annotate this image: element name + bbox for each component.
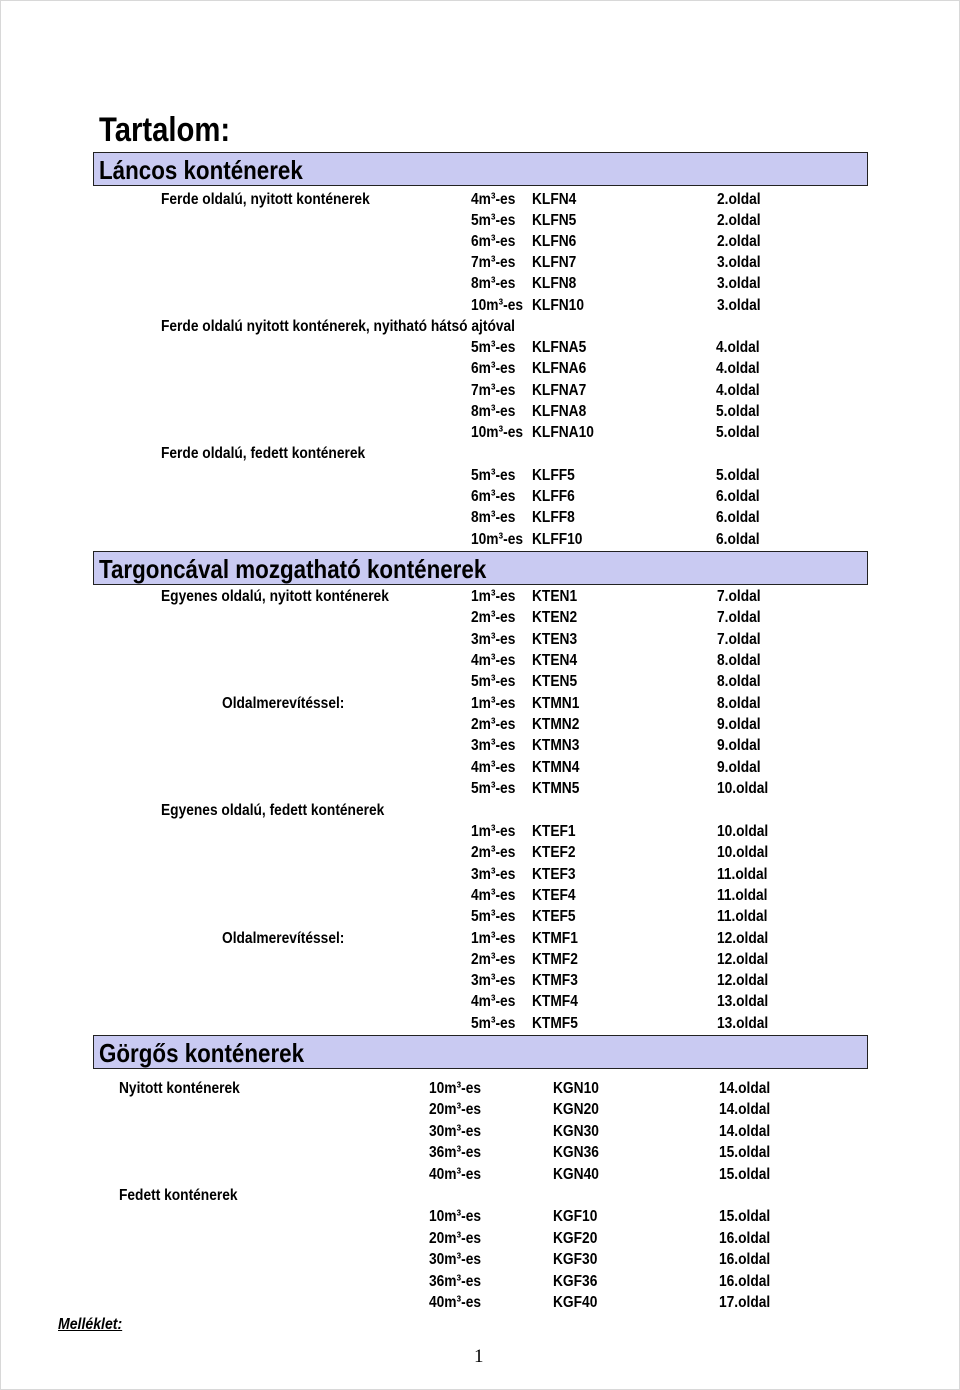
- toc-row-code: KGF40: [553, 1294, 598, 1311]
- toc-row-page: 8.oldal: [717, 652, 761, 669]
- toc-row-volume: 6m³-es: [471, 233, 516, 250]
- toc-row-code: KTMN2: [532, 716, 580, 733]
- toc-row-page: 17.oldal: [719, 1294, 771, 1311]
- toc-row: [0, 970, 960, 991]
- toc-row-label: Ferde oldalú nyitott konténerek, nyitható hátsó ajtóval: [161, 318, 515, 335]
- toc-row-page: 5.oldal: [716, 424, 760, 441]
- toc-row-code: KTMF4: [532, 993, 578, 1010]
- toc-row-code: KGF20: [553, 1230, 598, 1247]
- toc-row-volume: 5m³-es: [471, 780, 516, 797]
- toc-row-volume: 4m³-es: [471, 759, 516, 776]
- toc-row: [0, 380, 960, 401]
- toc-row-label: Ferde oldalú, fedett konténerek: [161, 445, 366, 462]
- toc-row-page: 4.oldal: [716, 360, 760, 377]
- toc-row-code: KTMN5: [532, 780, 580, 797]
- toc-row-code: KTMF1: [532, 930, 578, 947]
- toc-row-code: KLFF8: [532, 509, 575, 526]
- toc-row-volume: 36m³-es: [429, 1144, 482, 1161]
- toc-row: [0, 1078, 960, 1099]
- toc-row-volume: 5m³-es: [471, 212, 516, 229]
- toc-row-code: KGF30: [553, 1251, 598, 1268]
- toc-row-page: 9.oldal: [717, 716, 761, 733]
- toc-row: [0, 358, 960, 379]
- toc-row-volume: 1m³-es: [471, 823, 516, 840]
- toc-row: [0, 949, 960, 970]
- toc-row-volume: 10m³-es: [471, 424, 524, 441]
- toc-row-label: Nyitott konténerek: [119, 1080, 240, 1097]
- toc-row-volume: 8m³-es: [471, 509, 516, 526]
- section-header-targoncaval: [93, 551, 868, 585]
- toc-row-code: KTEN2: [532, 609, 578, 626]
- toc-row-code: KTEF1: [532, 823, 576, 840]
- toc-row-volume: 36m³-es: [429, 1273, 482, 1290]
- toc-row: [0, 1164, 960, 1185]
- toc-row: [0, 800, 960, 821]
- toc-row-code: KTEF4: [532, 887, 576, 904]
- toc-row-page: 7.oldal: [717, 631, 761, 648]
- toc-row-page: 4.oldal: [716, 382, 760, 399]
- toc-row-page: 2.oldal: [717, 212, 761, 229]
- toc-row-volume: 5m³-es: [471, 339, 516, 356]
- toc-row: [0, 586, 960, 607]
- toc-row: [0, 735, 960, 756]
- toc-row-label: Oldalmerevítéssel:: [222, 695, 345, 712]
- toc-row-page: 3.oldal: [717, 254, 761, 271]
- toc-row-volume: 6m³-es: [471, 360, 516, 377]
- toc-row: [0, 507, 960, 528]
- toc-row-volume: 7m³-es: [471, 254, 516, 271]
- toc-row-code: KLFN5: [532, 212, 577, 229]
- toc-row-code: KLFF5: [532, 467, 575, 484]
- toc-row-volume: 4m³-es: [471, 993, 516, 1010]
- toc-row: [0, 1121, 960, 1142]
- toc-row-page: 11.oldal: [717, 866, 768, 883]
- toc-row-code: KLFN4: [532, 191, 577, 208]
- toc-row-page: 2.oldal: [717, 233, 761, 250]
- toc-row-page: 7.oldal: [717, 588, 761, 605]
- toc-row-volume: 5m³-es: [471, 467, 516, 484]
- page-title: Tartalom:: [99, 111, 231, 149]
- toc-row-code: KLFN10: [532, 297, 584, 314]
- toc-row-volume: 20m³-es: [429, 1230, 482, 1247]
- toc-row-volume: 3m³-es: [471, 866, 516, 883]
- toc-row-code: KGN40: [553, 1166, 599, 1183]
- toc-row-page: 16.oldal: [719, 1273, 771, 1290]
- toc-row-page: 10.oldal: [717, 823, 769, 840]
- toc-row-code: KTEN1: [532, 588, 578, 605]
- toc-row: [0, 885, 960, 906]
- toc-row: [0, 671, 960, 692]
- toc-row-code: KGF36: [553, 1273, 598, 1290]
- toc-row-volume: 20m³-es: [429, 1101, 482, 1118]
- toc-row-volume: 2m³-es: [471, 844, 516, 861]
- toc-row: [0, 928, 960, 949]
- toc-row: [0, 714, 960, 735]
- toc-row: [0, 693, 960, 714]
- toc-row: [0, 1249, 960, 1270]
- toc-row-volume: 10m³-es: [429, 1208, 482, 1225]
- toc-row-page: 14.oldal: [719, 1080, 771, 1097]
- toc-row-page: 15.oldal: [719, 1208, 771, 1225]
- toc-row: [0, 273, 960, 294]
- toc-row-code: KTEN3: [532, 631, 578, 648]
- toc-row-page: 5.oldal: [716, 403, 760, 420]
- toc-row-page: 12.oldal: [717, 951, 769, 968]
- toc-row: [0, 316, 960, 337]
- toc-row-code: KLFNA10: [532, 424, 594, 441]
- toc-row-page: 8.oldal: [717, 695, 761, 712]
- toc-row-code: KGN20: [553, 1101, 599, 1118]
- toc-row-code: KLFF10: [532, 531, 583, 548]
- toc-row-label: Egyenes oldalú, fedett konténerek: [161, 802, 385, 819]
- toc-row-volume: 8m³-es: [471, 275, 516, 292]
- toc-row: [0, 1185, 960, 1206]
- toc-row-volume: 3m³-es: [471, 631, 516, 648]
- toc-row-code: KTEN5: [532, 673, 578, 690]
- toc-row-page: 13.oldal: [717, 1015, 769, 1032]
- toc-row-code: KGN30: [553, 1123, 599, 1140]
- toc-row-page: 3.oldal: [717, 297, 761, 314]
- toc-row-volume: 5m³-es: [471, 673, 516, 690]
- toc-row-code: KTEN4: [532, 652, 578, 669]
- toc-row: [0, 821, 960, 842]
- toc-row: [0, 1142, 960, 1163]
- toc-row: [0, 529, 960, 550]
- toc-row-label: Egyenes oldalú, nyitott konténerek: [161, 588, 389, 605]
- toc-row-label: Fedett konténerek: [119, 1187, 238, 1204]
- toc-row-code: KTMF2: [532, 951, 578, 968]
- toc-row: [0, 1271, 960, 1292]
- toc-row-page: 16.oldal: [719, 1230, 771, 1247]
- section-title: Targoncával mozgatható konténerek: [99, 554, 487, 584]
- toc-row: [0, 252, 960, 273]
- toc-row-code: KLFN6: [532, 233, 577, 250]
- toc-row-volume: 8m³-es: [471, 403, 516, 420]
- toc-row-page: 3.oldal: [717, 275, 761, 292]
- toc-row-code: KLFN8: [532, 275, 577, 292]
- toc-row-volume: 5m³-es: [471, 908, 516, 925]
- toc-row-page: 13.oldal: [717, 993, 769, 1010]
- toc-row: [0, 1099, 960, 1120]
- toc-row: [0, 778, 960, 799]
- toc-row: [0, 991, 960, 1012]
- toc-row-page: 14.oldal: [719, 1101, 771, 1118]
- section-header-lancos: [93, 152, 868, 186]
- toc-row-page: 9.oldal: [717, 737, 761, 754]
- toc-row: [0, 465, 960, 486]
- toc-row-volume: 10m³-es: [471, 297, 524, 314]
- toc-row-code: KLFN7: [532, 254, 577, 271]
- toc-row-code: KLFNA7: [532, 382, 587, 399]
- toc-row-code: KTEF2: [532, 844, 576, 861]
- toc-row-page: 16.oldal: [719, 1251, 771, 1268]
- toc-row-code: KTEF5: [532, 908, 576, 925]
- toc-row-page: 11.oldal: [717, 908, 768, 925]
- toc-row: [0, 401, 960, 422]
- toc-row-code: KLFF6: [532, 488, 575, 505]
- toc-row-page: 6.oldal: [716, 509, 760, 526]
- toc-row: [0, 486, 960, 507]
- toc-row-volume: 6m³-es: [471, 488, 516, 505]
- toc-row: [0, 1206, 960, 1227]
- toc-row-page: 11.oldal: [717, 887, 768, 904]
- attachment-label: Melléklet:: [58, 1316, 123, 1333]
- toc-row-code: KTMN4: [532, 759, 580, 776]
- toc-row-page: 10.oldal: [717, 844, 769, 861]
- toc-row-page: 14.oldal: [719, 1123, 771, 1140]
- toc-row-volume: 30m³-es: [429, 1251, 482, 1268]
- toc-row: [0, 757, 960, 778]
- toc-row-code: KGN36: [553, 1144, 599, 1161]
- toc-row-code: KTMF3: [532, 972, 578, 989]
- toc-row: [0, 189, 960, 210]
- toc-row: [0, 422, 960, 443]
- toc-row-page: 15.oldal: [719, 1144, 771, 1161]
- toc-row-page: 5.oldal: [716, 467, 760, 484]
- toc-row-page: 7.oldal: [717, 609, 761, 626]
- toc-row-code: KLFNA6: [532, 360, 587, 377]
- toc-row: [0, 629, 960, 650]
- toc-row-volume: 4m³-es: [471, 652, 516, 669]
- toc-row: [0, 337, 960, 358]
- toc-row: [0, 650, 960, 671]
- toc-row-code: KTMF5: [532, 1015, 578, 1032]
- toc-row-page: 6.oldal: [716, 488, 760, 505]
- toc-row: [0, 1292, 960, 1313]
- toc-row-page: 9.oldal: [717, 759, 761, 776]
- toc-row-code: KGF10: [553, 1208, 598, 1225]
- toc-row-volume: 40m³-es: [429, 1166, 482, 1183]
- toc-row-page: 15.oldal: [719, 1166, 771, 1183]
- toc-row-code: KLFNA5: [532, 339, 587, 356]
- toc-row-code: KTMN1: [532, 695, 580, 712]
- toc-row: [0, 295, 960, 316]
- toc-row-code: KGN10: [553, 1080, 599, 1097]
- toc-row: [0, 1013, 960, 1034]
- toc-row: [0, 864, 960, 885]
- toc-row-page: 4.oldal: [716, 339, 760, 356]
- toc-row: [0, 210, 960, 231]
- toc-row-code: KTMN3: [532, 737, 580, 754]
- toc-row-volume: 7m³-es: [471, 382, 516, 399]
- toc-row-page: 10.oldal: [717, 780, 769, 797]
- toc-row-volume: 10m³-es: [429, 1080, 482, 1097]
- toc-row-volume: 1m³-es: [471, 930, 516, 947]
- toc-row-volume: 2m³-es: [471, 951, 516, 968]
- toc-row-volume: 40m³-es: [429, 1294, 482, 1311]
- toc-row-volume: 30m³-es: [429, 1123, 482, 1140]
- toc-row-volume: 1m³-es: [471, 695, 516, 712]
- toc-row-volume: 4m³-es: [471, 887, 516, 904]
- toc-row-volume: 3m³-es: [471, 737, 516, 754]
- toc-row-label: Oldalmerevítéssel:: [222, 930, 345, 947]
- section-title: Görgős konténerek: [99, 1038, 305, 1068]
- toc-row: [0, 607, 960, 628]
- toc-row: [0, 842, 960, 863]
- toc-row-page: 6.oldal: [716, 531, 760, 548]
- toc-row: [0, 231, 960, 252]
- section-title: Láncos konténerek: [99, 155, 303, 185]
- toc-row-label: Ferde oldalú, nyitott konténerek: [161, 191, 370, 208]
- toc-row-page: 12.oldal: [717, 930, 769, 947]
- toc-row-volume: 3m³-es: [471, 972, 516, 989]
- toc-row-page: 8.oldal: [717, 673, 761, 690]
- toc-row: [0, 443, 960, 464]
- toc-row-volume: 1m³-es: [471, 588, 516, 605]
- toc-row-code: KLFNA8: [532, 403, 587, 420]
- toc-row-volume: 2m³-es: [471, 609, 516, 626]
- toc-row-page: 2.oldal: [717, 191, 761, 208]
- toc-row-code: KTEF3: [532, 866, 576, 883]
- toc-row-volume: 2m³-es: [471, 716, 516, 733]
- toc-row-volume: 10m³-es: [471, 531, 524, 548]
- page-number: 1: [474, 1346, 484, 1367]
- toc-row-volume: 4m³-es: [471, 191, 516, 208]
- toc-row: [0, 1228, 960, 1249]
- toc-row-page: 12.oldal: [717, 972, 769, 989]
- toc-row-volume: 5m³-es: [471, 1015, 516, 1032]
- section-header-gorgos: [93, 1035, 868, 1069]
- toc-row: [0, 906, 960, 927]
